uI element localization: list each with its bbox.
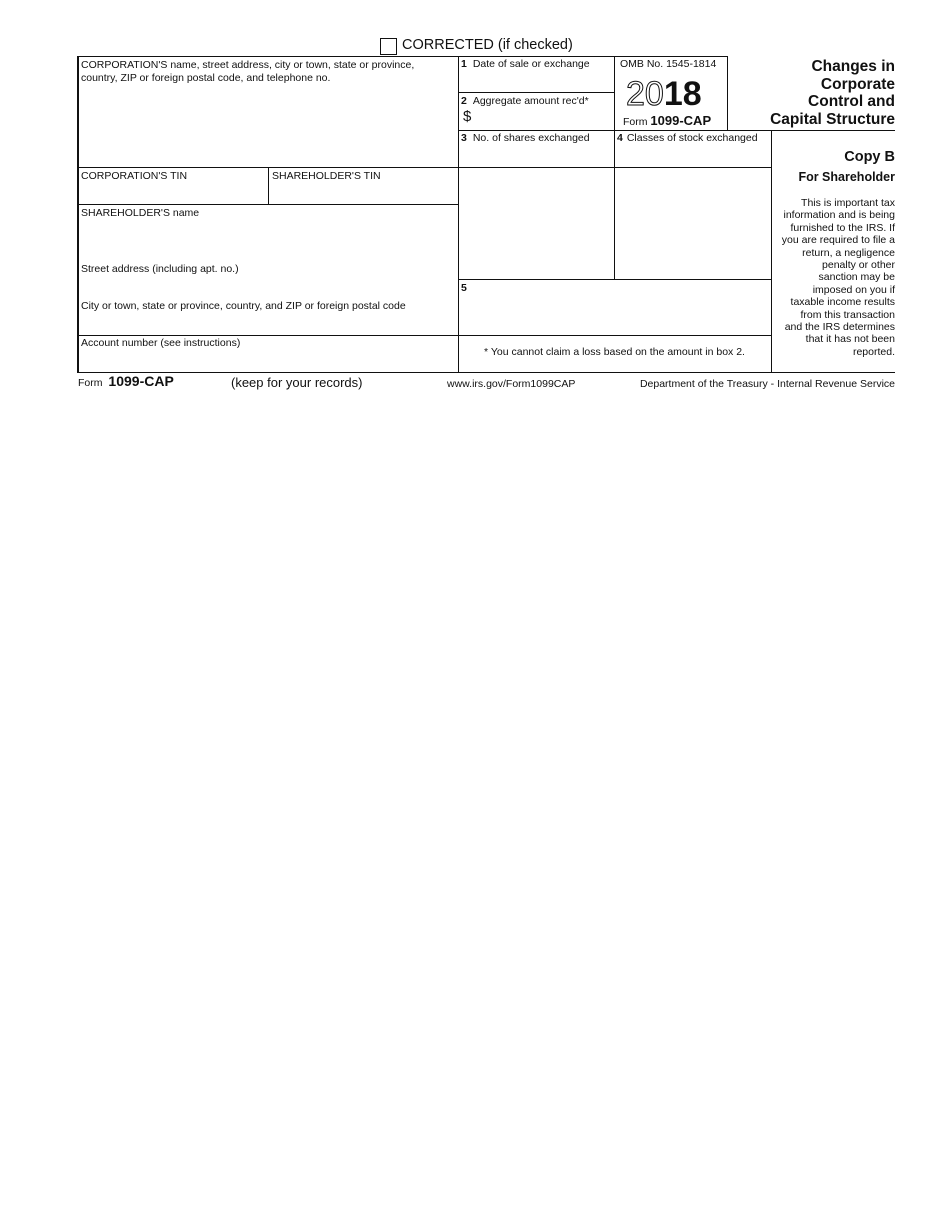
city-label: City or town, state or province, country, and ZIP or foreign postal code [81,300,406,312]
copy-subtitle: For Shareholder [798,170,895,184]
shareholder-name-label: SHAREHOLDER'S name [81,207,200,219]
notice-line: return, a negligence [802,246,895,259]
omb-number: OMB No. 1545-1814 [620,58,717,70]
box4-label [617,132,758,145]
footnote: * You cannot claim a loss based on the amount in box 2. [484,346,745,358]
corrected-label: CORRECTED (if checked) [402,37,573,53]
copy-title: Copy B [844,149,895,165]
box1-label [461,58,590,71]
form-title [770,58,895,128]
footer-form-number: 1099-CAP [108,373,174,389]
title-line: Capital Structure [770,110,895,128]
notice-line: information and is being [783,209,895,222]
box1-field[interactable] [460,72,613,91]
box3-field[interactable] [460,168,613,278]
title-line: Corporate [820,75,895,93]
city-field[interactable] [79,314,457,334]
box2-field[interactable] [476,108,613,129]
street-address-label: Street address (including apt. no.) [81,263,239,275]
title-line: Changes in [811,58,895,75]
corporation-tin-field[interactable] [79,184,267,203]
footer-form-prefix: Form [78,377,103,389]
notice-line: furnished to the IRS. If [790,221,895,234]
omb-form-number: 1099-CAP [650,113,712,128]
notice-line: imposed on you if [812,283,895,296]
notice-line: reported. [852,345,895,358]
box3-text: No. of shares exchanged [472,132,590,144]
copy-notice [782,197,895,358]
tax-year [626,74,702,114]
box4-number: 4 [617,132,623,144]
title-line: Control and [808,93,895,110]
box2-currency: $ [463,108,472,125]
box2-number: 2 [461,95,467,107]
box1-text: Date of sale or exchange [472,58,590,70]
omb-form-name [623,113,711,128]
account-number-field[interactable] [79,351,457,371]
box4-text: Classes of stock exchanged [626,132,758,144]
notice-line: This is important tax [801,197,895,209]
shareholder-name-field[interactable] [79,222,457,262]
box1-number: 1 [461,58,467,70]
notice-line: you are required to file a [781,234,895,247]
footer-agency: Department of the Treasury - Internal Revenue Service [639,378,895,390]
box2-text: Aggregate amount rec'd* [472,95,589,107]
footer-form-name [78,373,174,389]
box3-number: 3 [461,132,467,144]
tax-year-bold: 18 [663,75,702,113]
omb-form-prefix: Form [623,116,648,128]
box5-label: 5 [461,282,467,294]
footer-keep: (keep for your records) [231,375,363,390]
box3-label [461,132,590,145]
notice-line: sanction may be [818,271,895,284]
street-address-field[interactable] [79,277,457,299]
corporation-info-label: CORPORATION'S name, street address, city or town, state or province, country, ZIP or foreign postal code, and telephone no. [81,59,415,84]
notice-line: and the IRS determines [784,321,895,334]
notice-line: penalty or other [822,259,895,272]
box2-label [461,95,589,108]
tax-year-outline: 20 [626,75,664,113]
shareholder-tin-field[interactable] [270,184,457,203]
box5-field[interactable] [460,296,770,334]
corporation-tin-label: CORPORATION'S TIN [81,170,188,182]
corporation-info-field[interactable] [79,85,457,166]
notice-line: from this transaction [800,308,895,321]
footer-url[interactable]: www.irs.gov/Form1099CAP [447,378,576,390]
corrected-checkbox[interactable] [380,38,397,55]
shareholder-tin-label: SHAREHOLDER'S TIN [272,170,381,182]
notice-line: taxable income results [790,296,895,309]
notice-line: that it has not been [805,333,895,346]
box4-field[interactable] [616,168,770,278]
account-number-label: Account number (see instructions) [81,337,241,349]
